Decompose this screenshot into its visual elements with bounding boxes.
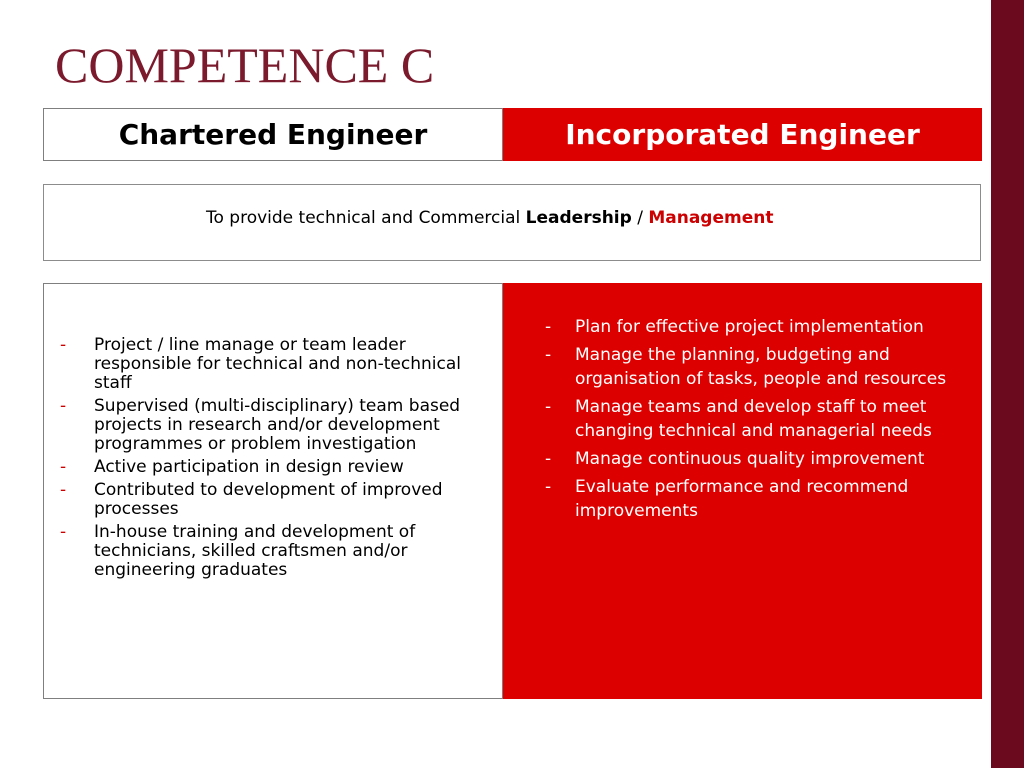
bullet-dash: -	[60, 480, 67, 500]
bullet-dash: -	[545, 317, 552, 337]
bullet-dash: -	[545, 345, 552, 365]
list-item-text: Manage the planning, budgeting and organisation of tasks, people and resources	[575, 345, 947, 389]
comparison-header	[43, 108, 982, 161]
list-item-text: Plan for effective project implementation	[575, 317, 924, 337]
list-item-text: In-house training and development of technicians, skilled craftsmen and/or engineering graduates	[94, 522, 416, 580]
list-item	[60, 397, 490, 454]
objective-separator: /	[631, 208, 649, 228]
list-item-text: Contributed to development of improved processes	[94, 480, 443, 519]
bullet-dash: -	[545, 449, 552, 469]
objective-text	[206, 208, 773, 228]
bullet-dash: -	[60, 396, 67, 416]
slide-title: COMPETENCE C	[55, 37, 435, 93]
list-item	[60, 481, 490, 519]
objective-prefix: To provide technical and Commercial	[206, 208, 526, 228]
list-item	[545, 395, 975, 443]
comparison-body	[43, 283, 982, 699]
list-item	[545, 343, 975, 391]
list-item-text: Supervised (multi-disciplinary) team based projects in research and/or development programmes or problem investigation	[94, 396, 461, 454]
list-item	[60, 523, 490, 580]
objective-leadership: Leadership	[525, 208, 632, 228]
bullet-dash: -	[60, 522, 67, 542]
header-incorporated-engineer: Incorporated Engineer	[503, 108, 982, 161]
chartered-engineer-column	[43, 283, 503, 699]
list-item	[545, 475, 975, 523]
list-item-text: Active participation in design review	[94, 457, 404, 477]
bullet-dash: -	[545, 397, 552, 417]
bullet-dash: -	[60, 457, 67, 477]
list-item	[545, 315, 975, 339]
list-item-text: Manage teams and develop staff to meet changing technical and managerial needs	[575, 397, 932, 441]
list-item-text: Manage continuous quality improvement	[575, 449, 925, 469]
chartered-engineer-list	[60, 336, 490, 584]
list-item	[60, 336, 490, 393]
list-item	[545, 447, 975, 471]
bullet-dash: -	[545, 477, 552, 497]
objective-box	[43, 184, 981, 261]
objective-management: Management	[648, 208, 774, 228]
bullet-dash: -	[60, 335, 67, 355]
incorporated-engineer-list	[545, 315, 975, 527]
list-item-text: Evaluate performance and recommend improvements	[575, 477, 909, 521]
slide-side-bar	[991, 0, 1024, 768]
list-item-text: Project / line manage or team leader responsible for technical and non-technical staff	[94, 335, 461, 393]
incorporated-engineer-column	[503, 283, 982, 699]
header-chartered-engineer: Chartered Engineer	[43, 108, 503, 161]
list-item	[60, 458, 490, 477]
